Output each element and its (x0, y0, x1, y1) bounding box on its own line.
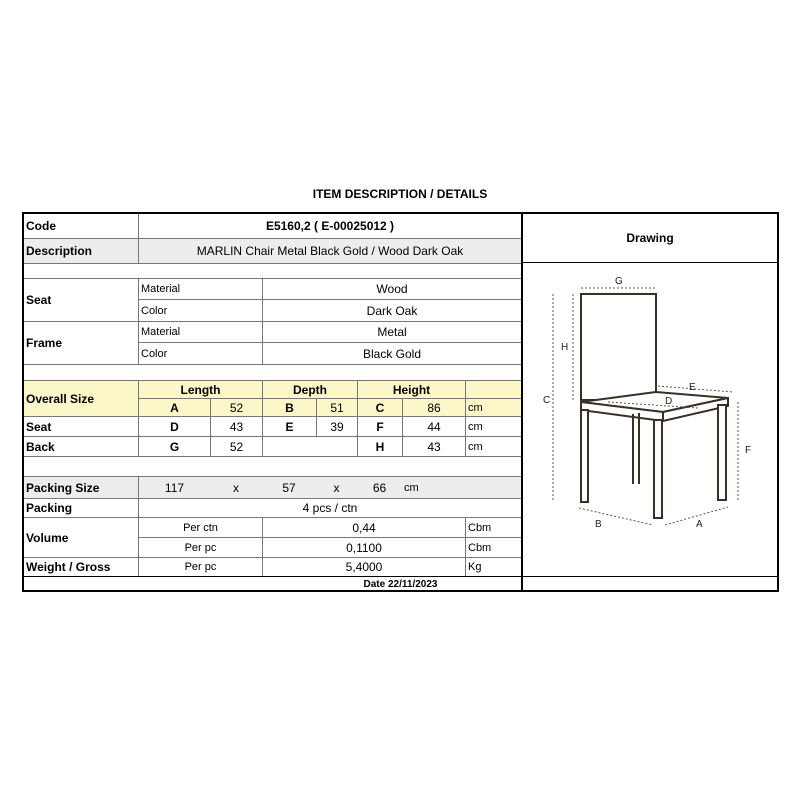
description-label: Description (26, 244, 93, 258)
packing-unit: cm (404, 481, 419, 494)
packing-row (24, 499, 521, 518)
key-g: G (138, 437, 210, 456)
frame-material-label: Material (138, 322, 262, 342)
volume-label: Volume (24, 518, 138, 558)
volume-per-pc-label: Per pc (138, 538, 262, 557)
document-title: ITEM DESCRIPTION / DETAILS (312, 187, 488, 201)
key-h: H (357, 437, 402, 456)
depth-header: Depth (262, 381, 357, 398)
key-f: F (357, 417, 402, 436)
weight-label: Weight / Gross (26, 560, 111, 574)
weight-per-pc-label: Per pc (138, 558, 262, 576)
length-header: Length (138, 381, 262, 398)
seat-color-row (138, 300, 521, 322)
description-value: MARLIN Chair Metal Black Gold / Wood Dark Oak (138, 239, 521, 263)
unit-cm: cm (465, 437, 521, 456)
back-size-label: Back (26, 439, 55, 454)
code-value: E5160,2 ( E-00025012 ) (138, 214, 521, 238)
empty-cell (465, 381, 521, 398)
packing-length: 117 (138, 477, 210, 498)
item-details-sheet (22, 212, 779, 592)
empty-cell (262, 437, 357, 456)
seat-material-row (138, 279, 521, 300)
key-a: A (138, 399, 210, 416)
overall-size-row (138, 399, 521, 417)
seat-color-value: Dark Oak (262, 300, 521, 321)
details-table (24, 214, 523, 590)
frame-group-label: Frame (24, 322, 138, 365)
size-header-row (138, 381, 521, 399)
seat-size-row (24, 417, 521, 437)
drawing-header: Drawing (523, 214, 777, 263)
label-a: A (696, 519, 703, 530)
seat-size-label: Seat (26, 419, 52, 434)
frame-color-value: Black Gold (262, 343, 521, 364)
packing-width: 57 (282, 480, 296, 495)
label-g: G (615, 276, 623, 287)
weight-value: 5,4000 (262, 558, 465, 576)
value-a: 52 (210, 399, 262, 416)
label-h: H (561, 342, 569, 353)
packing-label: Packing (26, 501, 73, 515)
unit-cm: cm (465, 417, 521, 436)
code-label: Code (26, 219, 56, 233)
volume-per-ctn-unit: Cbm (465, 518, 521, 537)
label-d: D (665, 396, 673, 407)
packing-height: 66 (372, 480, 387, 495)
key-c: C (357, 399, 402, 416)
value-c: 86 (402, 399, 465, 416)
seat-material-label: Material (138, 279, 262, 299)
value-e: 39 (316, 417, 357, 436)
volume-per-pc-row (138, 538, 521, 558)
value-g: 52 (210, 437, 262, 456)
value-h: 43 (402, 437, 465, 456)
back-size-row (24, 437, 521, 457)
volume-per-ctn-row (138, 518, 521, 538)
volume-per-ctn-value: 0,44 (262, 518, 465, 537)
weight-row (24, 558, 521, 576)
volume-per-pc-unit: Cbm (465, 538, 521, 557)
packing-x-1: x (233, 480, 239, 495)
frame-color-row (138, 343, 521, 365)
seat-color-label: Color (138, 300, 262, 321)
chair-outline (581, 294, 728, 518)
key-e: E (262, 417, 316, 436)
spacer-row (24, 457, 521, 477)
key-d: D (138, 417, 210, 436)
code-row (24, 214, 521, 239)
spacer-row (24, 365, 521, 381)
seat-group-label: Seat (24, 279, 138, 322)
label-b: B (595, 519, 602, 530)
value-b: 51 (316, 399, 357, 416)
volume-per-pc-value: 0,1100 (262, 538, 465, 557)
date-footer: Date 22/11/2023 (24, 576, 777, 591)
packing-size-row (24, 477, 521, 499)
packing-value: 4 pcs / ctn (138, 499, 521, 517)
spacer-row (24, 264, 521, 279)
chair-dimension-drawing (523, 262, 777, 575)
key-b: B (262, 399, 316, 416)
packing-x-2: x (333, 480, 340, 495)
description-row (24, 239, 521, 264)
packing-size-label: Packing Size (26, 480, 100, 495)
frame-material-row (138, 322, 521, 343)
weight-unit: Kg (465, 558, 521, 576)
label-f: F (745, 445, 752, 456)
label-e: E (689, 382, 696, 393)
unit-cm: cm (465, 399, 521, 416)
frame-material-value: Metal (262, 322, 521, 342)
label-c: C (543, 395, 551, 406)
value-f: 44 (402, 417, 465, 436)
height-header: Height (357, 381, 465, 398)
value-d: 43 (210, 417, 262, 436)
seat-material-value: Wood (262, 279, 521, 299)
frame-color-label: Color (138, 343, 262, 364)
volume-per-ctn-label: Per ctn (138, 518, 262, 537)
overall-size-label: Overall Size (24, 381, 138, 417)
